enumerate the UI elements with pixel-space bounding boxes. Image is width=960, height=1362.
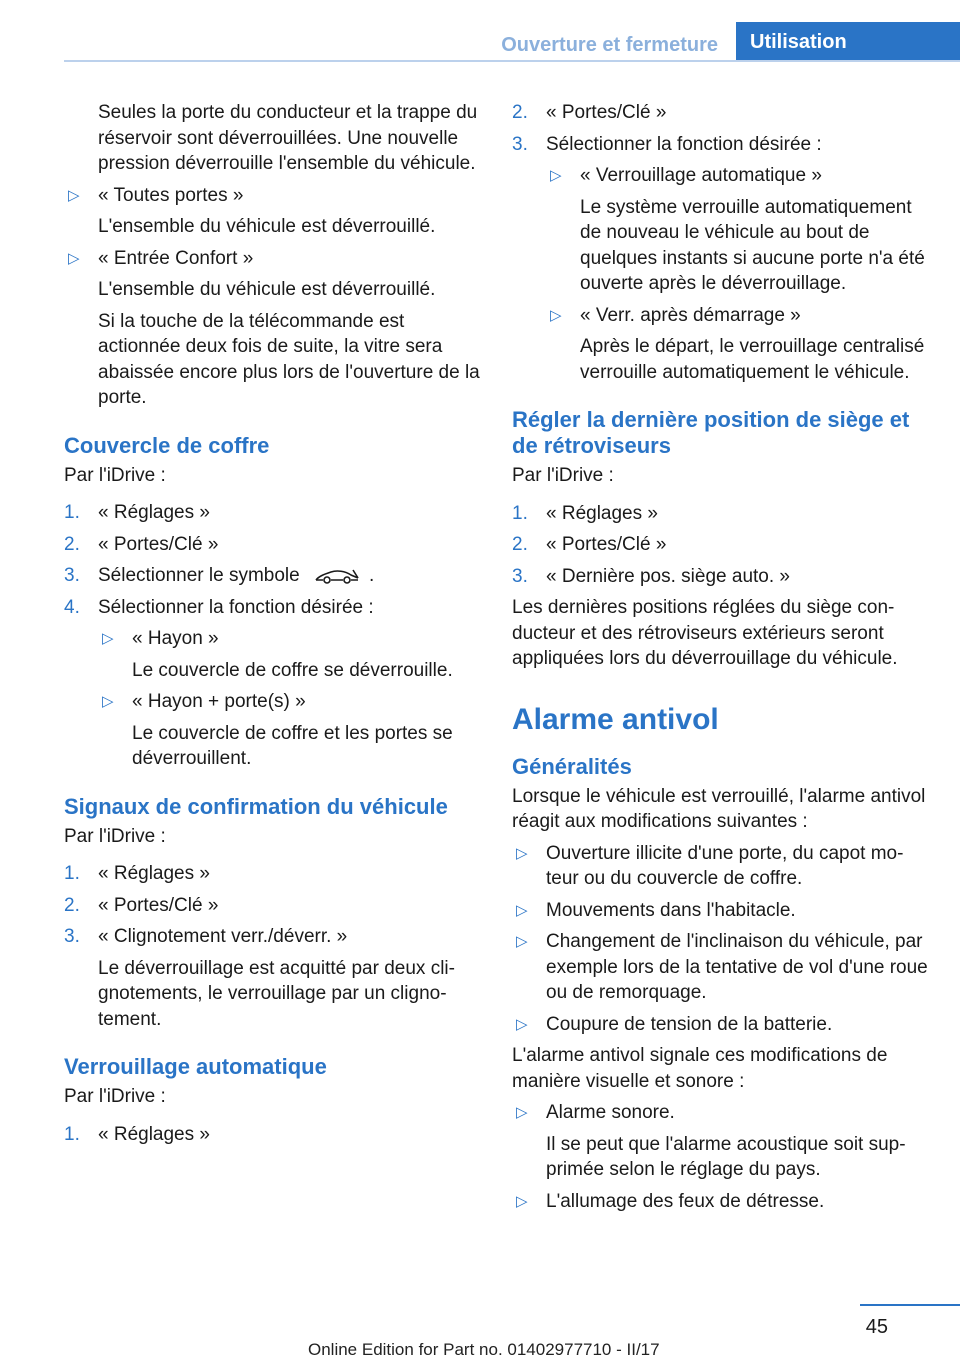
list-item: ▷ Ouverture illicite d'une porte, du capot moteur ou du couvercle de coffre.: [516, 842, 904, 889]
triangle-bullet-icon: ▷: [516, 844, 528, 862]
step-item: 3. Sélectionner la fonction désirée :: [512, 133, 822, 155]
section-intro: Par l'iDrive :: [64, 1086, 166, 1107]
option-title: « Entrée Confort »: [98, 247, 254, 269]
step-item: 3. « Dernière pos. siège auto. »: [512, 565, 790, 587]
header-rule: [64, 60, 960, 62]
step-item: 1. « Réglages »: [64, 863, 210, 884]
option-text: L'ensemble du véhicule est déverrouillé.: [98, 216, 436, 237]
chapter-heading: Alarme antivol: [512, 702, 719, 736]
section-intro: Par l'iDrive :: [64, 825, 166, 847]
step-item: 2. « Portes/Clé »: [512, 102, 667, 123]
list-item: [64, 246, 480, 411]
body-text: L'alarme antivol signale ces modifications de manière visuelle et sonore :: [512, 1045, 888, 1092]
chapter-tab: Utilisation: [736, 22, 960, 62]
triangle-bullet-icon: ▷: [102, 630, 114, 647]
triangle-bullet-icon: ▷: [102, 693, 114, 710]
step-item: 1. « Réglages »: [64, 502, 210, 523]
section-heading: Signaux de confirmation du véhicule: [64, 793, 448, 819]
list-item: ▷ Mouvements dans l'habitacle.: [512, 898, 928, 924]
body-text: Les dernières positions réglées du siège conducteur et des rétroviseurs extérieurs seront appliquées lors du déverrouillage du véhicule.: [512, 597, 898, 669]
list-item: ▷ L'allumage des feux de détresse.: [512, 1189, 928, 1215]
list-item: ▷ « Hayon + porte(s) » Le couvercle de coffre et les portes se déverrouillent.: [102, 691, 453, 769]
car-trunk-icon: [313, 566, 361, 586]
section-intro: Lorsque le véhicule est verrouillé, l'alarme antivol réagit aux modifications suivantes :: [512, 785, 926, 832]
left-column: [64, 100, 480, 1153]
step-item: 4. Sélectionner la fonction désirée :: [64, 596, 374, 618]
triangle-bullet-icon: ▷: [516, 933, 528, 950]
step-item: 3. « Clignotement verr./déverr. » Le déverrouillage est acquitté par deux clignotements, le verrouillage par un clignotement.: [64, 924, 480, 1032]
intro-text: Seules la porte du conducteur et la trappe du réservoir sont déverrouillées. Une nouvelle pression déverrouille l'ensemble du véhicule.: [98, 102, 478, 174]
section-heading: Verrouillage automatique: [64, 1054, 327, 1079]
triangle-bullet-icon: ▷: [550, 167, 562, 184]
section-intro: Par l'iDrive :: [512, 465, 614, 486]
page-header: [64, 0, 960, 62]
triangle-bullet-icon: ▷: [516, 1104, 528, 1121]
list-item: ▷ « Hayon » Le couvercle de coffre se déverrouille.: [102, 628, 453, 681]
step-item: 1. « Réglages »: [64, 1123, 210, 1145]
edition-text: Online Edition for Part no. 01402977710 - II/17: [308, 1340, 660, 1359]
right-column: [512, 100, 928, 1220]
step-item: 2. « Portes/Clé »: [512, 534, 667, 555]
page-number: 45: [865, 1316, 888, 1338]
section-intro: Par l'iDrive :: [64, 464, 166, 486]
step-item: 1. « Réglages »: [512, 502, 658, 524]
triangle-bullet-icon: ▷: [550, 306, 562, 324]
triangle-bullet-icon: ▷: [68, 249, 80, 267]
step-item: 3. Sélectionner le symbole .: [64, 565, 375, 586]
option-text: L'ensemble du véhicule est déverrouillé.: [98, 279, 436, 300]
triangle-bullet-icon: ▷: [516, 901, 528, 919]
triangle-bullet-icon: ▷: [68, 186, 80, 204]
list-item: ▷ Alarme sonore. Il se peut que l'alarme acoustique soit supprimée selon le réglage du pays.: [516, 1102, 906, 1180]
list-item: ▷ « Verr. après démarrage » Après le départ, le verrouillage centralisé verrouille automatiquement le véhicule.: [550, 304, 925, 383]
list-item: ▷ Coupure de tension de la batterie.: [512, 1012, 928, 1038]
option-note: Si la touche de la télécommande est actionnée deux fois de suite, la vitre sera abaissée encore plus lors de l'ouverture de la porte.: [98, 310, 480, 408]
step-item: 2. « Portes/Clé »: [64, 894, 219, 916]
footer-rule: [860, 1304, 960, 1306]
triangle-bullet-icon: ▷: [516, 1192, 528, 1210]
step-text: Le déverrouillage est acquitté par deux clignotements, le verrouillage par un clignotement.: [98, 957, 455, 1030]
section-heading: Régler la dernière position de siège et de rétroviseurs: [512, 407, 910, 458]
list-item: [64, 183, 480, 240]
list-item: ▷ « Verrouillage automatique » Le système verrouille automatiquement de nouveau le véhicule au bout de quelques instants si aucune porte n'a été ouverte après le déverrouillage.: [550, 165, 925, 294]
step-item: 2. « Portes/Clé »: [64, 533, 219, 555]
triangle-bullet-icon: ▷: [516, 1015, 528, 1033]
section-heading: Couvercle de coffre: [64, 432, 270, 458]
section-tab: Ouverture et fermeture: [501, 34, 718, 56]
option-title: « Toutes portes »: [98, 184, 244, 206]
list-item: ▷ Changement de l'inclinaison du véhicule, par exemple lors de la tentative de vol d'une roue ou de remorquage.: [516, 931, 928, 1003]
section-heading: Généralités: [512, 753, 632, 779]
